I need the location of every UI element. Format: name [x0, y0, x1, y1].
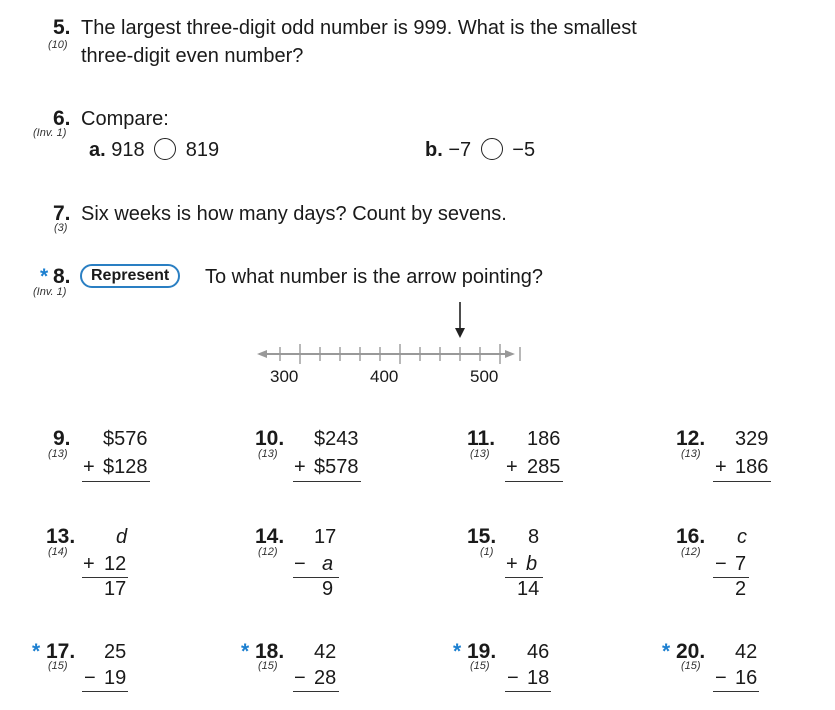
- tick-label-400: 400: [370, 367, 399, 386]
- problem-prompt: Compare:: [81, 108, 169, 130]
- difference-line: [82, 691, 128, 692]
- problem-number: 9.: [53, 427, 71, 450]
- addend-top: 329: [735, 428, 769, 450]
- number-line: [255, 298, 525, 368]
- problem-text: Six weeks is how many days? Count by sevens.: [81, 203, 507, 225]
- difference-line: [293, 691, 339, 692]
- minuend: 42: [735, 641, 758, 663]
- lesson-reference: (1): [480, 546, 494, 558]
- operator: +: [83, 553, 95, 575]
- operator: +: [83, 456, 95, 478]
- lesson-reference: (15): [470, 660, 490, 672]
- operator: +: [715, 456, 727, 478]
- lesson-reference: (15): [48, 660, 68, 672]
- sum-line: [505, 481, 563, 482]
- lesson-reference: (15): [258, 660, 278, 672]
- addend-top: 186: [527, 428, 561, 450]
- compare-part-a: [89, 139, 219, 162]
- problem-number: 15.: [467, 525, 497, 548]
- subtrahend: 7: [735, 553, 747, 575]
- compare-part-b: [425, 139, 535, 162]
- subtrahend: 18: [527, 667, 550, 689]
- operator: +: [294, 456, 306, 478]
- operator: −: [294, 667, 306, 689]
- difference-line: [505, 691, 551, 692]
- represent-badge: Represent: [80, 264, 180, 288]
- addend-top: $243: [314, 428, 359, 450]
- problem-number: 5.: [53, 16, 71, 39]
- problem-number: 20.: [676, 640, 706, 663]
- number-line-arrow: [455, 302, 465, 338]
- lesson-reference: (13): [258, 448, 278, 460]
- lesson-reference: (12): [681, 546, 701, 558]
- part-a-left-value: 918: [111, 139, 145, 161]
- operator: −: [507, 667, 519, 689]
- problem-number: 8.: [53, 265, 71, 288]
- unknown-bottom: b: [526, 553, 538, 575]
- operator: −: [294, 553, 306, 575]
- result: 14: [517, 578, 540, 600]
- problem-number: 16.: [676, 525, 706, 548]
- unknown-bottom: a: [322, 553, 334, 575]
- sum-line: [713, 481, 771, 482]
- star-marker: *: [662, 640, 671, 663]
- difference-line: [713, 691, 759, 692]
- addend-top: $576: [103, 428, 148, 450]
- comparison-circle-b[interactable]: [481, 138, 503, 160]
- right-arrowhead-icon: [505, 350, 515, 358]
- problem-number: 6.: [53, 107, 71, 130]
- star-marker: *: [241, 640, 250, 663]
- part-b-right-value: −5: [512, 139, 536, 161]
- lesson-reference: (13): [681, 448, 701, 460]
- sum-line: [82, 481, 150, 482]
- addend-top: 8: [528, 526, 540, 548]
- lesson-reference: (Inv. 1): [33, 127, 67, 139]
- lesson-reference: (3): [54, 222, 68, 234]
- unknown-top: c: [737, 526, 747, 548]
- tick-label-500: 500: [470, 367, 499, 386]
- part-b-left-value: −7: [448, 139, 472, 161]
- problem-text: To what number is the arrow pointing?: [205, 266, 543, 288]
- problem-number: 17.: [46, 640, 76, 663]
- problem-number: 11.: [467, 427, 496, 450]
- minuend: 46: [527, 641, 550, 663]
- star-marker: *: [40, 265, 49, 288]
- operator: +: [506, 456, 518, 478]
- problem-number: 12.: [676, 427, 706, 450]
- addend-bottom: 12: [104, 553, 127, 575]
- addend-bottom: $128: [103, 456, 148, 478]
- addend-bottom: $578: [314, 456, 359, 478]
- lesson-reference: (13): [48, 448, 68, 460]
- part-a-right-value: 819: [185, 139, 220, 161]
- addend-bottom: 186: [735, 456, 769, 478]
- problem-number: 10.: [255, 427, 285, 450]
- result: 9: [322, 578, 334, 600]
- operator: +: [506, 553, 518, 575]
- lesson-reference: (10): [48, 39, 68, 51]
- problem-number: 14.: [255, 525, 285, 548]
- star-marker: *: [453, 640, 462, 663]
- lesson-reference: (15): [681, 660, 701, 672]
- subtrahend: 16: [735, 667, 758, 689]
- tick-label-300: 300: [270, 367, 299, 386]
- part-b-label: b.: [425, 139, 443, 161]
- problem-text-line-1: The largest three-digit odd number is 999. What is the smallest: [81, 17, 637, 39]
- result: 17: [104, 578, 127, 600]
- lesson-reference: (13): [470, 448, 490, 460]
- subtrahend: 19: [104, 667, 127, 689]
- operator: −: [715, 553, 727, 575]
- unknown-top: d: [116, 526, 128, 548]
- operator: −: [715, 667, 727, 689]
- lesson-reference: (14): [48, 546, 68, 558]
- minuend: 25: [104, 641, 127, 663]
- comparison-circle-a[interactable]: [154, 138, 176, 160]
- problem-number: 7.: [53, 202, 71, 225]
- left-arrowhead-icon: [257, 350, 267, 358]
- result: 2: [735, 578, 747, 600]
- problem-number: 13.: [46, 525, 76, 548]
- problem-text-line-2: three-digit even number?: [81, 45, 304, 67]
- minuend: 17: [314, 526, 337, 548]
- part-a-label: a.: [89, 139, 106, 161]
- addend-bottom: 285: [527, 456, 561, 478]
- star-marker: *: [32, 640, 41, 663]
- problem-number: 19.: [467, 640, 497, 663]
- sum-line: [293, 481, 361, 482]
- problem-number: 18.: [255, 640, 285, 663]
- operator: −: [84, 667, 96, 689]
- subtrahend: 28: [314, 667, 337, 689]
- lesson-reference: (Inv. 1): [33, 286, 67, 298]
- lesson-reference: (12): [258, 546, 278, 558]
- minuend: 42: [314, 641, 337, 663]
